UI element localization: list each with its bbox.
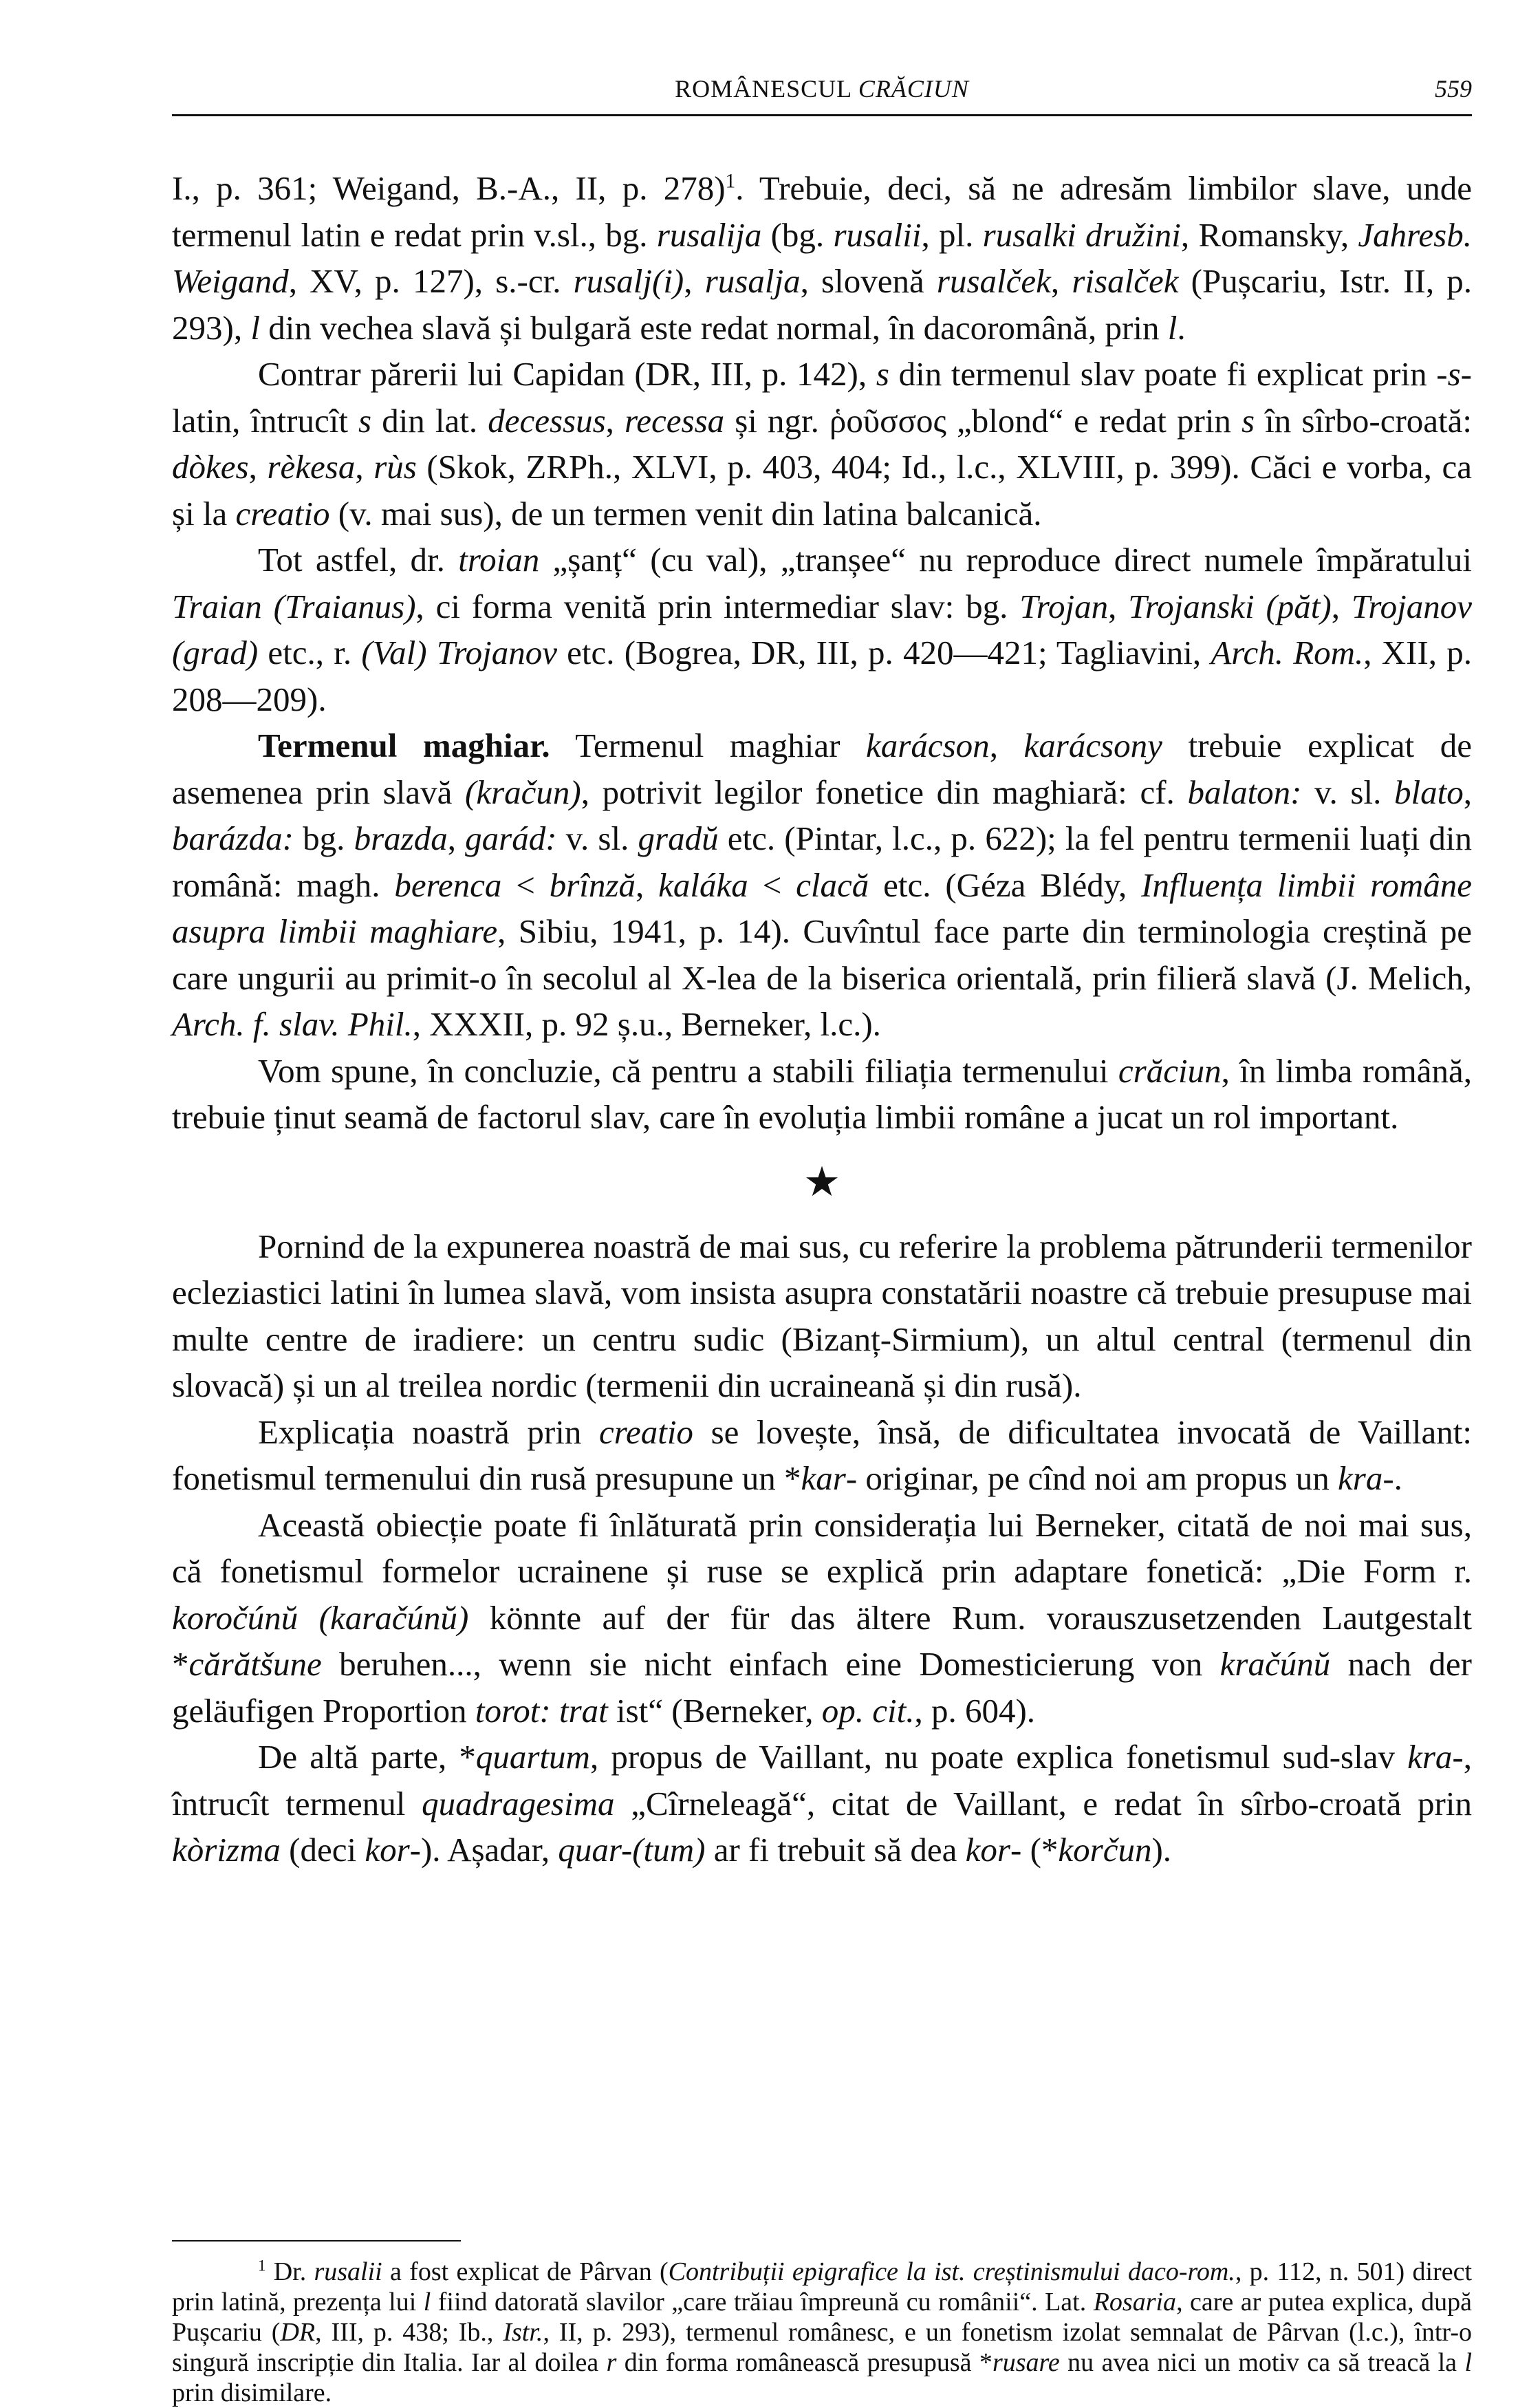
footnote-rule: [172, 2240, 461, 2242]
paragraph: Contrar părerii lui Capidan (DR, III, p. 142), s din termenul slav poate fi explicat prin -s- latin, întrucît s din lat. decessus, recessa și ngr. ῥοῦσσος „blond“ e redat prin s în sîrbo-croată: dòkes, rèkesa, rùs (Skok, ZRPh., XLVI, p. 403, 404; Id., l.c., XLVIII, p. 399). Căci e vorba, ca și la creatio (v. mai sus), de un termen venit din latina balcanică.: [172, 355, 1472, 533]
footnote-ref: 1: [725, 170, 736, 193]
paragraph: Tot astfel, dr. troian „șanț“ (cu val), „tranșee“ nu reproduce direct numele împăratului Traian (Traianus), ci forma venită prin intermediar slav: bg. Trojan, Trojanski (păt), Trojanov (grad) etc., r. (Val) Trojanov etc. (Bogrea, DR, III, p. 420—421; Tagliavini, Arch. Rom., XII, p. 208—209).: [172, 541, 1473, 718]
star-ornament: [172, 1141, 1472, 1223]
header-rule: [172, 114, 1472, 116]
footnote: [172, 2257, 1472, 2408]
footnote-number: 1: [258, 2257, 266, 2275]
paragraph: Această obiecție poate fi înlăturată prin considerația lui Berneker, citată de noi mai sus, că fonetismul formelor ucrainene și ruse se explică prin adaptare fonetică: „Die Form r. koročúnŭ (karačúnŭ) könnte auf der für das ältere Rum. vorauszusetzenden Lautgestalt *cărătšune beruhen..., wenn sie nicht einfach eine Domesticierung von kračúnŭ nach der geläufigen Proportion torot: trat ist“ (Berneker, op. cit., p. 604).: [172, 1505, 1473, 1730]
paragraph: Vom spune, în concluzie, că pentru a stabili filiația termenului crăciun, în limba română, trebuie ținut seamă de factorul slav, care în evoluția limbii române a jucat un rol important.: [172, 1051, 1472, 1136]
page-number: 559: [1435, 75, 1472, 103]
running-header: [172, 69, 1472, 110]
paragraph: Pornind de la expunerea noastră de mai sus, cu referire la problema pătrunderii termenilor ecleziastici latini în lumea slavă, vom insista asupra constatării noastre că trebuie presupuse mai multe centre de iradiere: un centru sudic (Bizanț-Sirmium), un altul central (termenul din slovacă) și un al treilea nordic (termenii din ucraineană și din rusă).: [172, 1227, 1472, 1404]
paragraph: Termenul maghiar. Termenul maghiar karácson, karácsony trebuie explicat de asemenea prin slavă (kračun), potrivit legilor fonetice din maghiară: cf. balaton: v. sl. blato, barázda: bg. brazda, garád: v. sl. gradŭ etc. (Pintar, l.c., p. 622); la fel pentru termenii luați din română: magh. berenca < brînză, kaláka < clacă etc. (Géza Blédy, Influența limbii române asupra limbii maghiare, Sibiu, 1941, p. 14). Cuvîntul face parte din terminologia creștină pe care ungurii au primit-o în secolul al X-lea de la biserica orientală, prin filieră slavă (J. Melich, Arch. f. slav. Phil., XXXII, p. 92 ș.u., Berneker, l.c.).: [172, 727, 1473, 1043]
footnote-text: $^1$ Dr. rusalii a fost explicat de Pârvan (Contribuții epigrafice la ist. creștinismului daco-rom., p. 112, n. 501) direct prin latină, prezența lui l fiind datorată slavilor „care trăiau împreună cu românii“. Lat. Rosaria, care ar putea explica, după Pușcariu (DR, III, p. 438; Ib., Istr., II, p. 293), termenul românesc, e un fonetism izolat semnalat de Pârvan (l.c.), într-o singură inscripție din Italia. Iar al doilea r din forma românească presupusă *rusare nu avea nici un motiv ca să treacă la l prin disimilare.: [172, 2257, 1473, 2407]
running-title: ROMÂNESCUL CRĂCIUN: [675, 75, 969, 103]
paragraph: De altă parte, *quartum, propus de Vaillant, nu poate explica fonetismul sud-slav kra-, întrucît termenul quadragesima „Cîrneleagă“, citat de Vaillant, e redat în sîrbo-croată prin kòrizma (deci kor-). Așadar, quar-(tum) ar fi trebuit să dea kor- (*korčun).: [172, 1738, 1472, 1869]
main-text: [172, 165, 1472, 1873]
star-icon: ★: [803, 1157, 841, 1206]
paragraph: Explicația noastră prin creatio se lovește, însă, de dificultatea invocată de Vaillant: fonetismul termenului din rusă presupune un *kar- originar, pe cînd noi am propus un kra-.: [172, 1412, 1472, 1497]
paragraph: I., p. 361; Weigand, B.-A., II, p. 278)$^1$. Trebuie, deci, să ne adresăm limbilor slave, unde termenul latin e redat prin v.sl., bg. rusalija (bg. rusalii, pl. rusalki družini, Romansky, Jahresb. Weigand, XV, p. 127), s.-cr. rusalj(i), rusalja, slovenă rusalček, risalček (Pușcariu, Istr. II, p. 293), l din vechea slavă și bulgară este redat normal, în dacoromână, prin l.: [172, 169, 1473, 347]
